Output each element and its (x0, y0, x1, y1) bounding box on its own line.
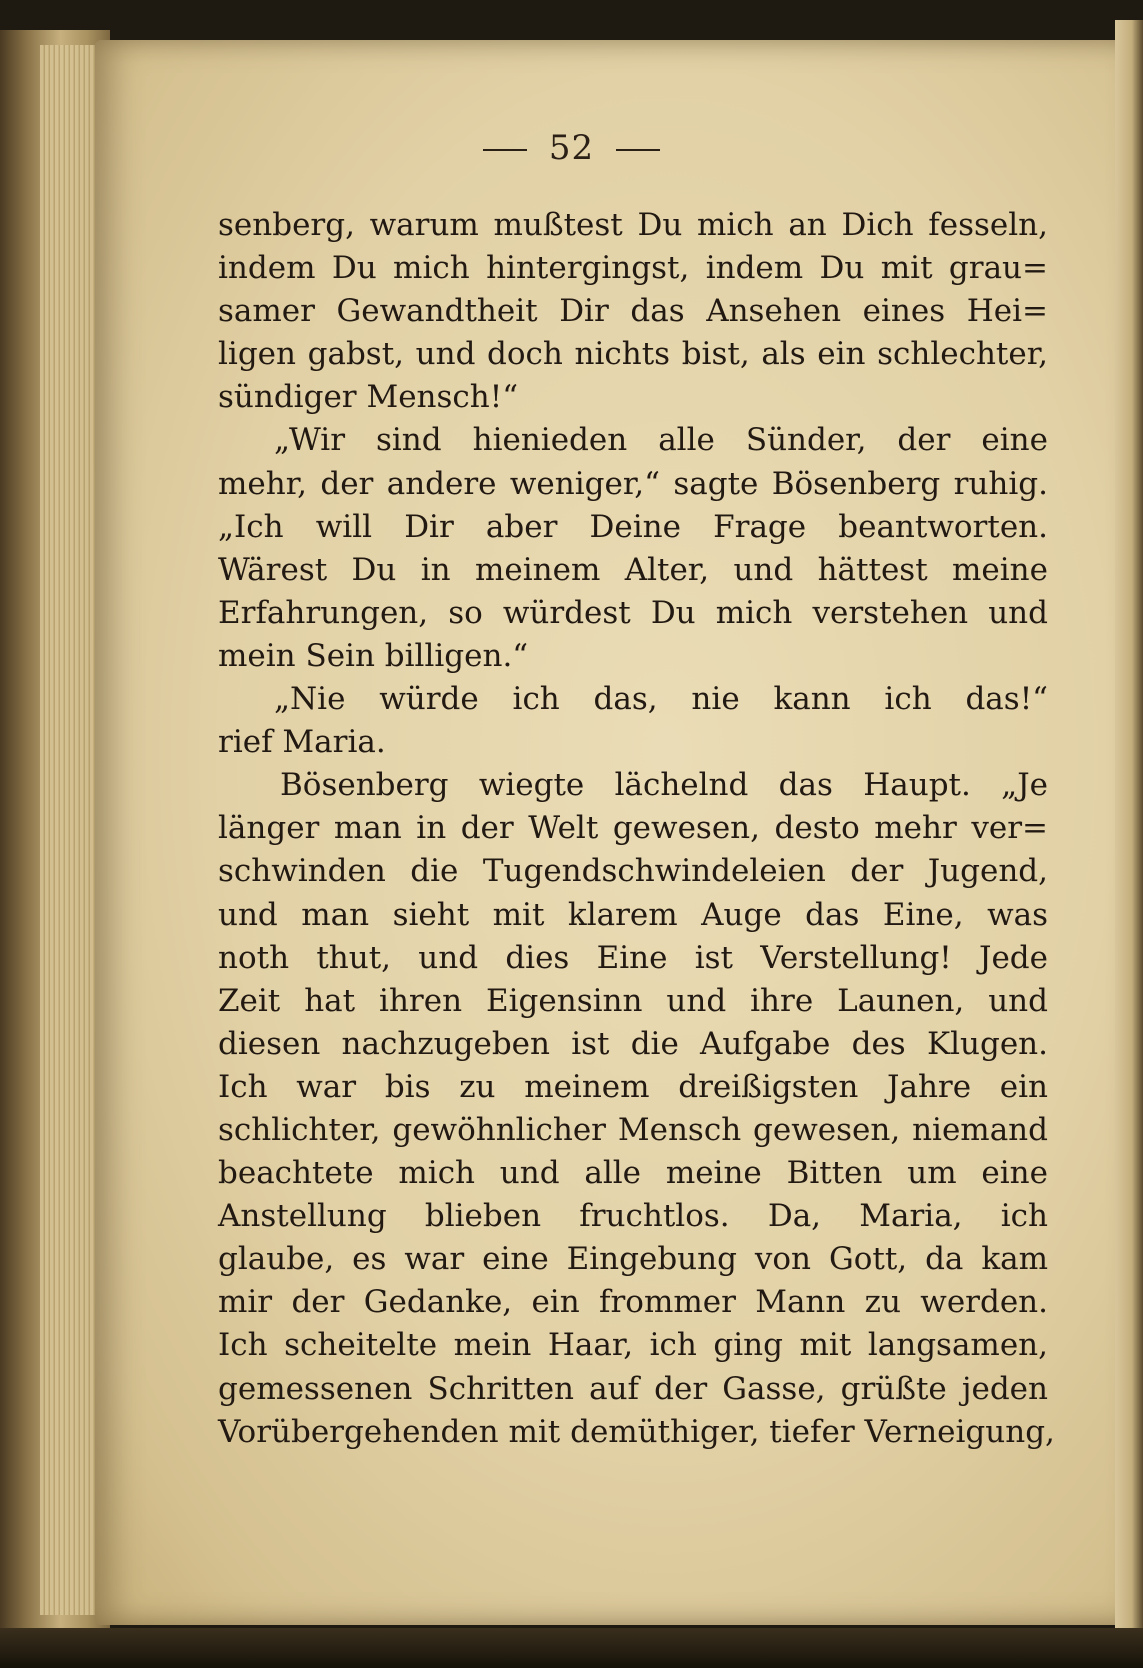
text-line: Bösenberg wiegte lächelnd das Haupt. „Je (280, 767, 1048, 804)
text-line: mehr, der andere weniger,“ sagte Bösenberg ruhig. (218, 465, 1048, 502)
body-text (218, 204, 1055, 1454)
text-line: mein Sein billigen.“ (218, 637, 529, 674)
text-line: sündiger Mensch!“ (218, 379, 519, 416)
text-line: und man sieht mit klarem Auge das Eine, was (218, 896, 1048, 933)
text-line: ligen gabst, und doch nichts bist, als ein schlechter, (218, 336, 1048, 373)
text-line: Wärest Du in meinem Alter, und hättest meine (218, 551, 1048, 588)
text-line: Vorübergehenden mit demüthiger, tiefer Verneigung, (218, 1413, 1055, 1450)
text-line: länger man in der Welt gewesen, desto mehr ver= (218, 810, 1048, 847)
text-line: senberg, warum mußtest Du mich an Dich fesseln, (218, 207, 1048, 243)
text-line: Ich scheitelte mein Haar, ich ging mit langsamen, (218, 1327, 1048, 1364)
text-line: Erfahrungen, so würdest Du mich verstehen und (218, 594, 1048, 631)
text-line: Ich war bis zu meinem dreißigsten Jahre ein (218, 1068, 1048, 1105)
bottom-cover-edge (0, 1628, 1143, 1668)
text-line: Zeit hat ihren Eigensinn und ihre Launen, und (218, 982, 1048, 1019)
page-number: 52 (548, 128, 595, 168)
text-line: samer Gewandtheit Dir das Ansehen eines Hei= (218, 293, 1048, 330)
text-line: schlichter, gewöhnlicher Mensch gewesen, niemand (218, 1111, 1048, 1148)
text-line: rief Maria. (218, 724, 386, 761)
right-dash (616, 149, 660, 151)
text-line: diesen nachzugeben ist die Aufgabe des Klugen. (218, 1025, 1048, 1062)
text-line: „Nie würde ich das, nie kann ich das!“ (274, 681, 1048, 718)
left-dash (483, 149, 527, 151)
text-line: „Wir sind hienieden alle Sünder, der eine (274, 422, 1048, 459)
text-line: beachtete mich und alle meine Bitten um eine (218, 1155, 1048, 1192)
text-line: Anstellung blieben fruchtlos. Da, Maria, ich (218, 1198, 1048, 1235)
page-number-header (0, 128, 1143, 168)
text-line: „Ich will Dir aber Deine Frage beantworten. (218, 508, 1048, 545)
text-line: glaube, es war eine Eingebung von Gott, da kam (218, 1241, 1048, 1278)
text-line: mir der Gedanke, ein frommer Mann zu werden. (218, 1284, 1048, 1321)
right-page-edge (1115, 20, 1143, 1640)
text-line: schwinden die Tugendschwindeleien der Jugend, (218, 853, 1048, 890)
text-line: noth thut, und dies Eine ist Verstellung! Jede (218, 939, 1048, 976)
text-line: gemessenen Schritten auf der Gasse, grüßte jeden (218, 1370, 1048, 1407)
text-line: indem Du mich hintergingst, indem Du mit grau= (218, 250, 1048, 287)
